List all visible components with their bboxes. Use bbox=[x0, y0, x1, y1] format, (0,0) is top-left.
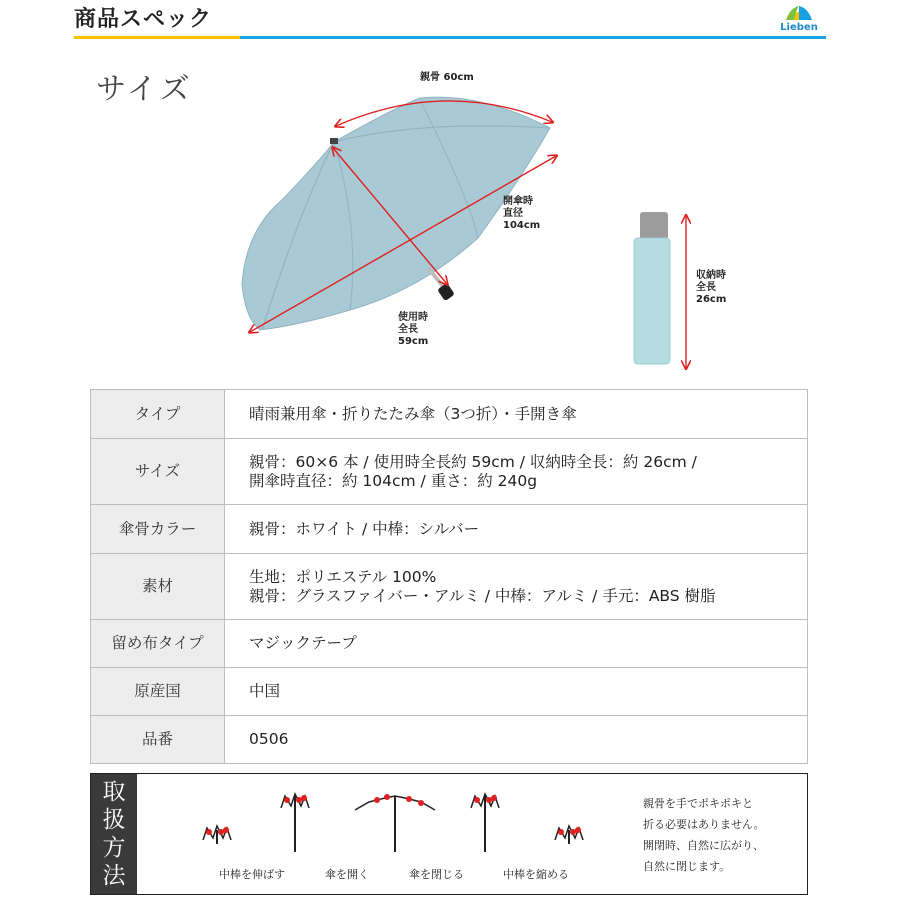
spec-value: 晴雨兼用傘・折りたたみ傘（3つ折）・手開き傘 bbox=[225, 390, 808, 439]
handling-steps-illustration bbox=[137, 774, 657, 894]
step-label-retract: 中棒を縮める bbox=[503, 868, 569, 881]
shaft-retract-icon bbox=[555, 826, 583, 844]
size-diagram bbox=[0, 60, 900, 380]
size-heading: サイズ bbox=[96, 72, 193, 107]
page-title: 商品スペック bbox=[74, 7, 213, 32]
step-label-open: 傘を開く bbox=[325, 868, 369, 881]
header-underline-accent bbox=[74, 36, 240, 39]
spec-value: 親骨：ホワイト / 中棒：シルバー bbox=[225, 505, 808, 554]
umbrella-close-icon bbox=[471, 794, 499, 852]
step-label-extend: 中棒を伸ばす bbox=[219, 868, 285, 881]
table-row bbox=[91, 505, 808, 554]
spec-value: 親骨：60×6 本 / 使用時全長約 59cm / 収納時全長：約 26cm / 開傘時直径：約 104cm / 重さ：約 240g bbox=[225, 439, 808, 505]
brand-logo bbox=[778, 2, 820, 36]
spec-label: 留め布タイプ bbox=[91, 620, 225, 668]
umbrella-open-icon bbox=[355, 794, 435, 852]
spec-table bbox=[90, 389, 808, 764]
open-diameter-label: 開傘時 直径 104cm bbox=[503, 196, 541, 231]
use-length-label: 使用時 全長 59cm bbox=[398, 312, 429, 347]
handling-section bbox=[90, 773, 808, 895]
stored-length-label: 収納時 全長 26cm bbox=[696, 270, 727, 305]
rib-length-label: 親骨 60cm bbox=[420, 72, 474, 83]
spec-value: マジックテープ bbox=[225, 620, 808, 668]
spec-label: サイズ bbox=[91, 439, 225, 505]
spec-value: 中国 bbox=[225, 668, 808, 716]
handling-title: 取 扱 方 法 bbox=[91, 774, 137, 894]
spec-label: 傘骨カラー bbox=[91, 505, 225, 554]
header bbox=[74, 0, 826, 40]
header-underline bbox=[240, 36, 826, 39]
table-row bbox=[91, 716, 808, 764]
table-row bbox=[91, 668, 808, 716]
shaft-extend-icon bbox=[203, 826, 231, 844]
brand-name: Lieben bbox=[780, 22, 818, 33]
shaft-extended-icon bbox=[281, 794, 309, 852]
table-row bbox=[91, 554, 808, 620]
spec-label: 原産国 bbox=[91, 668, 225, 716]
table-row bbox=[91, 620, 808, 668]
closed-umbrella-icon bbox=[634, 212, 670, 364]
table-row bbox=[91, 439, 808, 505]
handling-note: 親骨を手でポキポキと 折る必要はありません。 開閉時、自然に広がり、 自然に閉じます。 bbox=[643, 797, 765, 873]
step-label-close: 傘を閉じる bbox=[409, 868, 464, 881]
umbrella-logo-icon bbox=[778, 2, 820, 24]
spec-label: 素材 bbox=[91, 554, 225, 620]
umbrella-illustration bbox=[0, 60, 900, 380]
table-row bbox=[91, 390, 808, 439]
spec-value: 生地：ポリエステル 100% 親骨：グラスファイバー・アルミ / 中棒：アルミ / 手元：ABS 樹脂 bbox=[225, 554, 808, 620]
spec-value: 0506 bbox=[225, 716, 808, 764]
spec-label: タイプ bbox=[91, 390, 225, 439]
spec-label: 品番 bbox=[91, 716, 225, 764]
